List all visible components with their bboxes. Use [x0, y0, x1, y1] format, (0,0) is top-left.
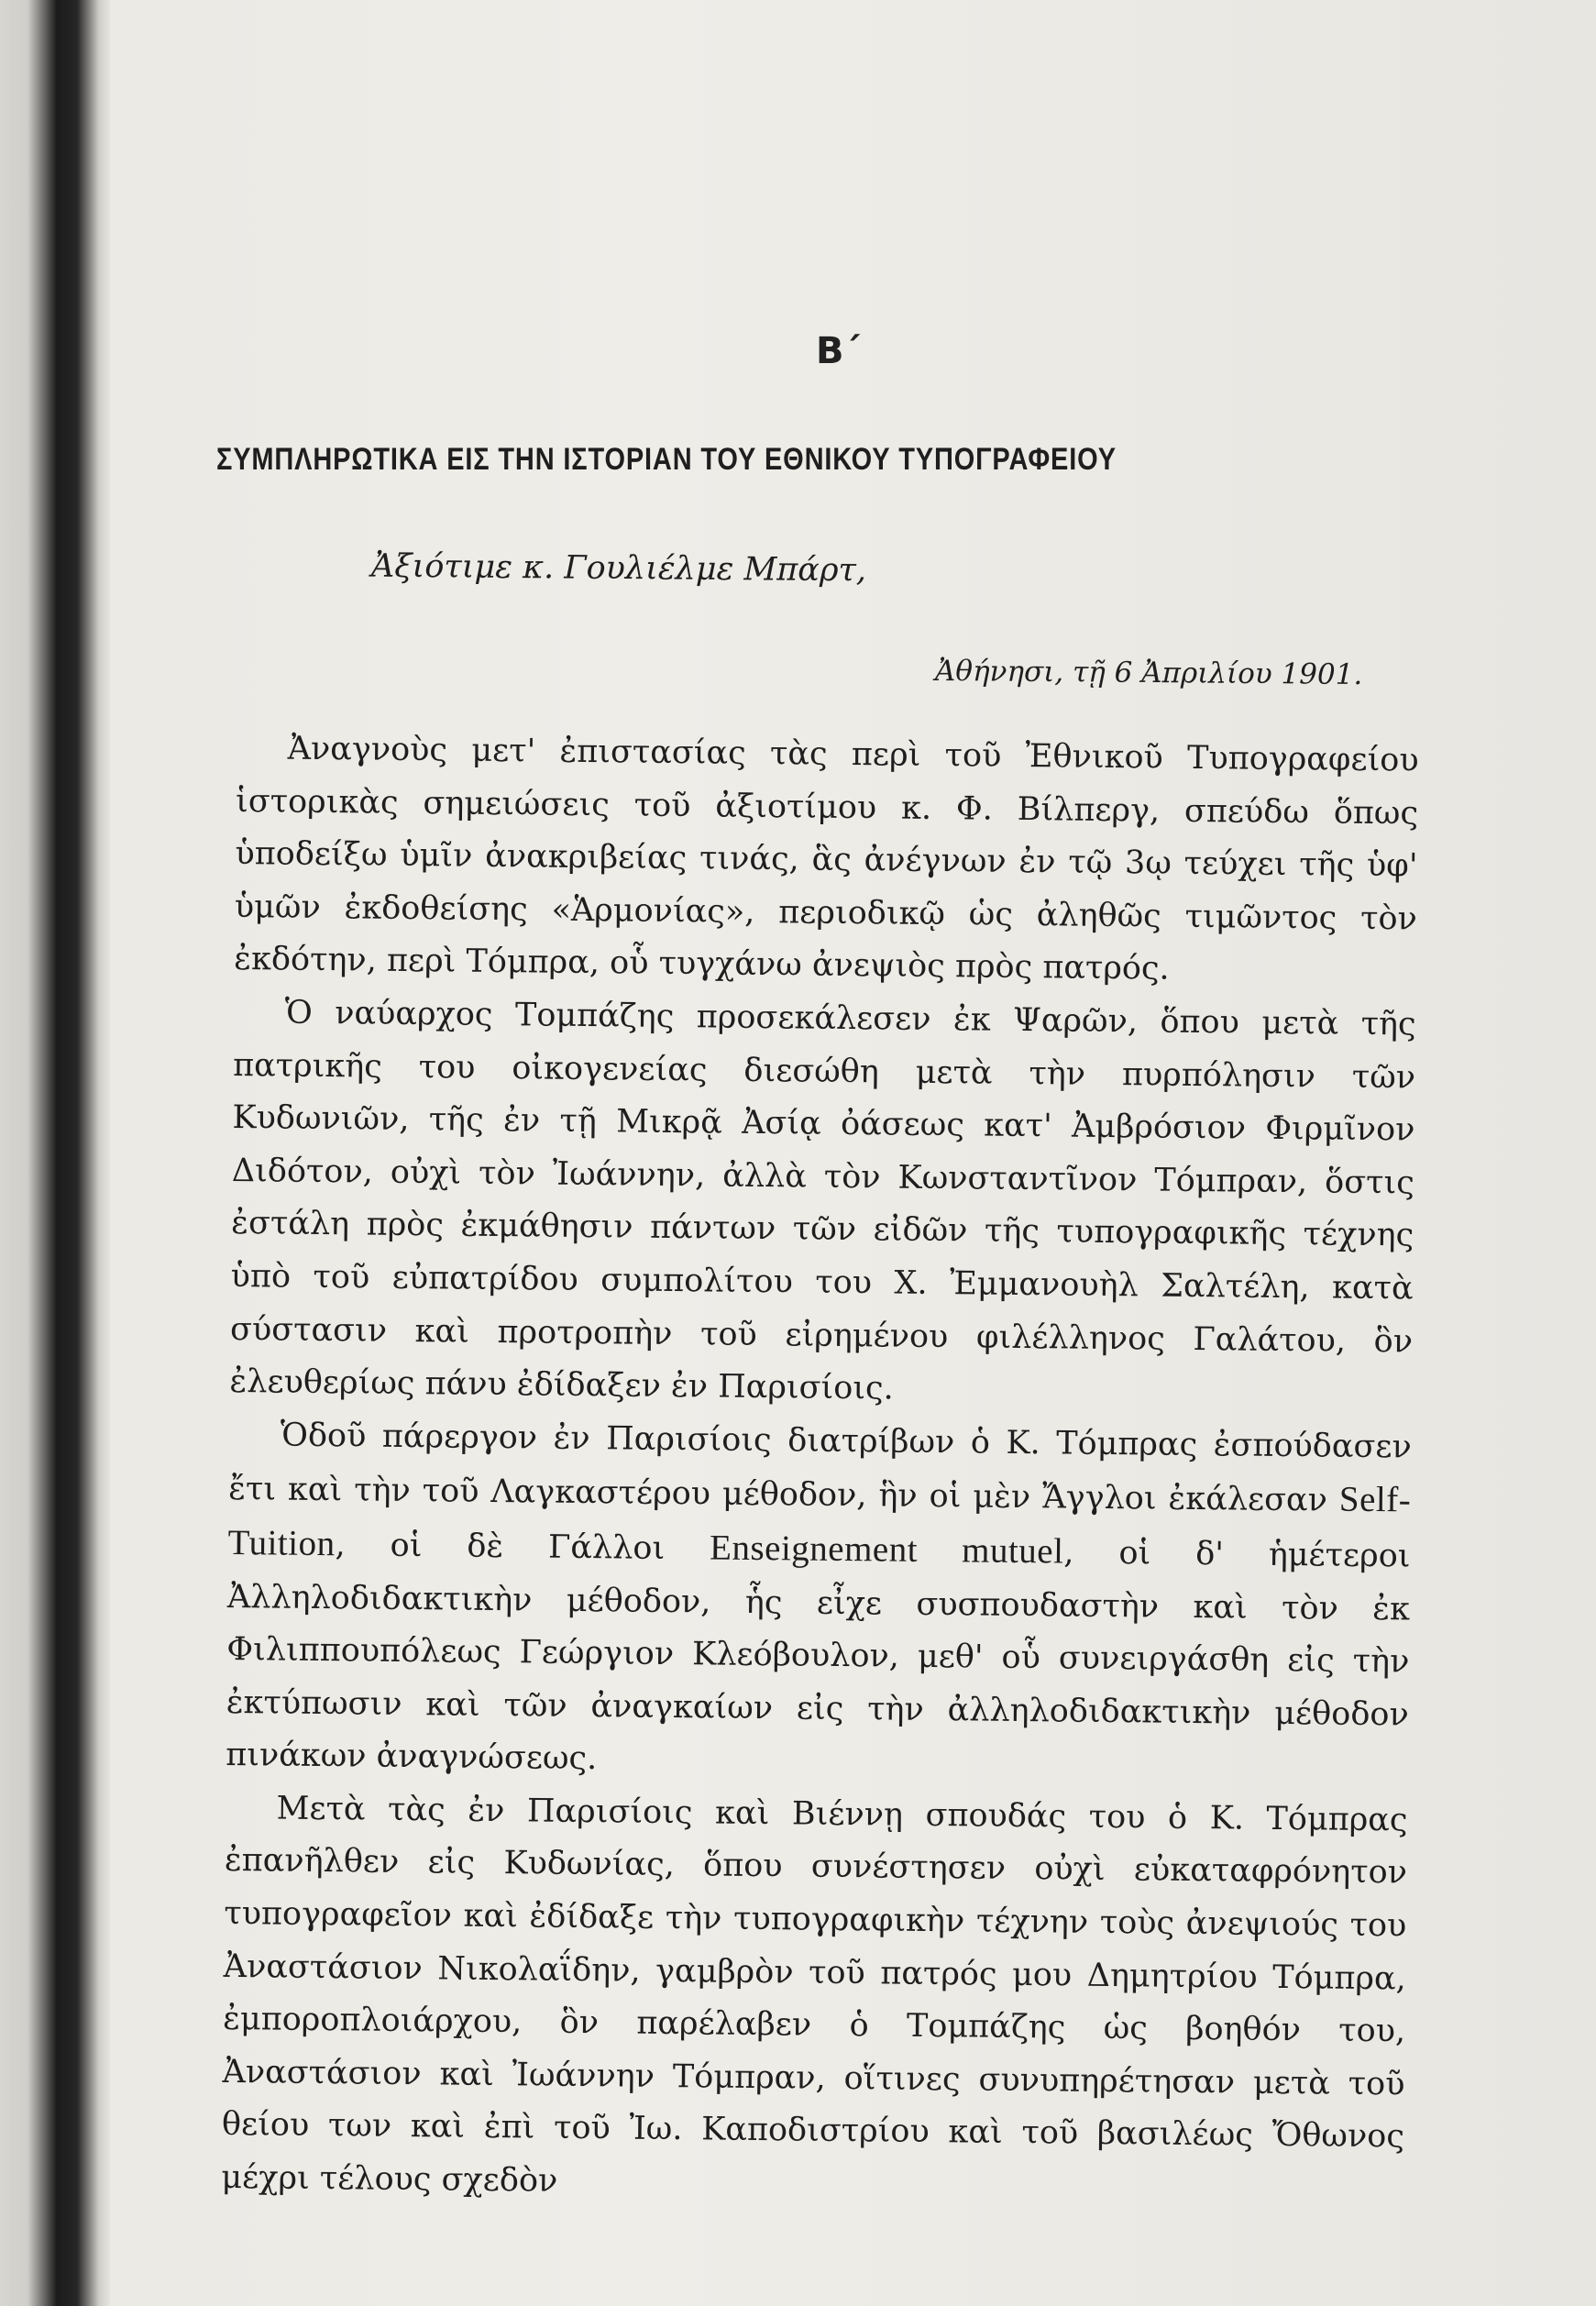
paragraph-4: Μετὰ τὰς ἐν Παρισίοις καὶ Βιέννῃ σπουδάς του ὁ Κ. Τόμπρας ἐπανῆλθεν εἰς Κυδωνίας, ὅπου συνέστησεν οὐχὶ εὐκαταφρόνητον τυπογραφεῖον καὶ ἐδίδαξε τὴν τυπογραφικὴν τέχνην τοὺς ἀνεψιούς του Ἀναστάσιον Νικολαΐδην, γαμβρὸν τοῦ πατρός μου Δημητρίου Τόμπρα, ἐμποροπλοιάρχου, ὃν παρέλαβεν ὁ Τομπάζης ὡς βοηθόν του, Ἀναστάσιον καὶ Ἰωάννην Τόμπραν, οἵτινες συνυπηρέτησαν μετὰ τοῦ θείου των καὶ ἐπὶ τοῦ Ἰω. Καποδιστρίου καὶ τοῦ βασιλέως Ὄθωνος μέχρι τέλους σχεδὸν [221, 1790, 1408, 2200]
paragraph-3 [226, 1409, 1412, 1795]
letter-dateline: Ἀθήνησι, τῇ 6 Ἀπριλίου 1901. [934, 654, 1363, 692]
book-binding-shadow [0, 0, 110, 2306]
letter-salutation: Ἀξιότιμε κ. Γουλιέλμε Μπάρτ, [370, 547, 867, 590]
chapter-title: ΣΥΜΠΛΗΡΩΤΙΚΑ ΕΙΣ ΤΗΝ ΙΣΤΟΡΙΑΝ ΤΟΥ ΕΘΝΙΚΟΥ ΤΥΠΟΓΡΑΦΕΙΟΥ [216, 442, 1117, 477]
paragraph-3-text-end: , οἱ δ' ἡμέτεροι Ἀλληλοδιδακτικὴν μέθοδον, ἧς εἶχε συσπουδαστὴν καὶ τὸν ἐκ Φιλιππουπόλεως Γεώργιον Κλεόβουλον, μεθ' οὗ συνειργάσθη εἰς τὴν ἐκτύπωσιν καὶ τῶν ἀναγκαίων εἰς τὴν ἀλληλοδιδακτικὴν μέθοδον πινάκων ἀναγνώσεως. [225, 1534, 1411, 1778]
paragraph-3-text-start: Ὁδοῦ πάρεργον ἐν Παρισίοις διατρίβων ὁ Κ. Τόμπρας ἐσπούδασεν ἔτι καὶ τὴν τοῦ Λαγκαστέρου μέθοδον, ἣν οἱ μὲν Ἄγγλοι ἐκάλεσαν [228, 1417, 1413, 1519]
letter-body [221, 723, 1419, 2217]
section-number: Β΄ [816, 330, 861, 372]
paragraph-2: Ὁ ναύαρχος Τομπάζης προσεκάλεσεν ἐκ Ψαρῶν, ὅπου μετὰ τῆς πατρικῆς του οἰκογενείας διεσώθη μετὰ τὴν πυρπόλησιν τῶν Κυδωνιῶν, τῆς ἐν τῇ Μικρᾷ Ἀσίᾳ ὀάσεως κατ' Ἀμβρόσιον Φιρμῖνον Διδότον, οὐχὶ τὸν Ἰωάννην, ἀλλὰ τὸν Κωνσταντῖνον Τόμπραν, ὅστις ἐστάλη πρὸς ἐκμάθησιν πάντων τῶν εἰδῶν τῆς τυπογραφικῆς τέχνης ὑπὸ τοῦ εὐπατρίδου συμπολίτου του Χ. Ἐμμανουὴλ Σαλτέλη, κατὰ σύστασιν καὶ προτροπὴν τοῦ εἰρημένου φιλέλληνος Γαλάτου, ὃν ἐλευθερίως πάνυ ἐδίδαξεν ἐν Παρισίοις. [229, 994, 1416, 1407]
paragraph-1: Ἀναγνοὺς μετ' ἐπιστασίας τὰς περὶ τοῦ Ἐθνικοῦ Τυπογραφείου ἱστορικὰς σημειώσεις τοῦ ἀξιοτίμου κ. Φ. Βίλπεργ, σπεύδω ὅπως ὑποδείξω ὑμῖν ἀνακριβείας τινάς, ἃς ἀνέγνων ἐν τῷ 3ῳ τεύχει τῆς ὑφ' ὑμῶν ἐκδοθείσης «Ἁρμονίας», περιοδικῷ ὡς ἀληθῶς τιμῶντος τὸν ἐκδότην, περὶ Τόμπρα, οὗ τυγχάνω ἀνεψιὸς πρὸς πατρός. [234, 730, 1419, 988]
paragraph-3-text-middle: , οἱ δὲ Γάλλοι [335, 1527, 710, 1568]
latin-term-self-tuition: Self-Tuition [227, 1479, 1412, 1564]
latin-term-enseignement: Enseignement mutuel [709, 1528, 1064, 1572]
